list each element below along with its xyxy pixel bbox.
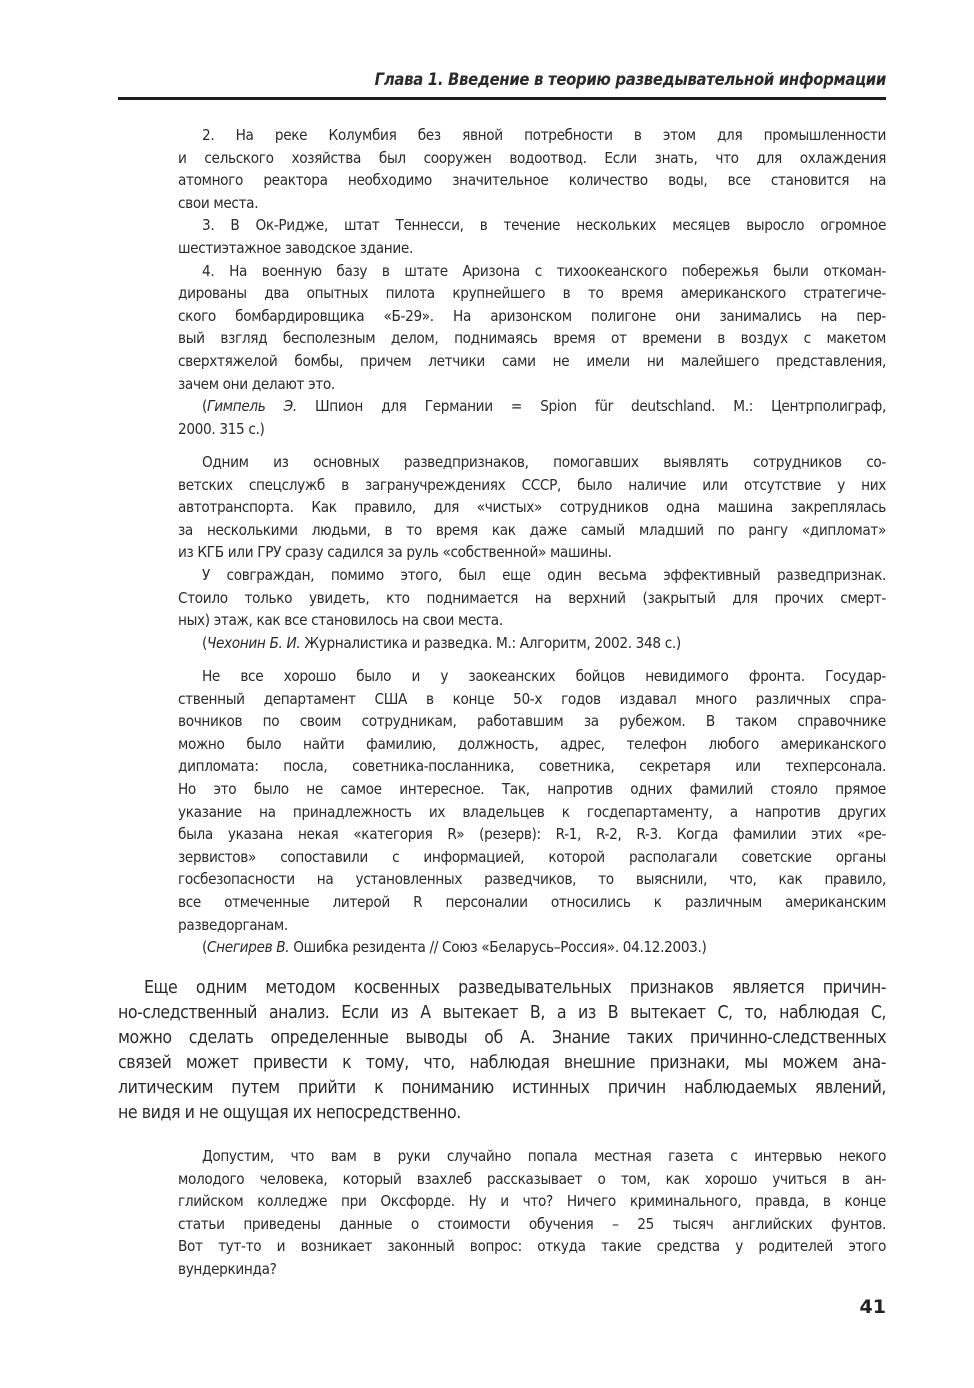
quote-block-2 [178, 451, 886, 654]
page-number: 41 [859, 1296, 886, 1318]
text-line: автотранспорта. Как правило, для «чистых» сотрудников одна машина закреплялась [178, 498, 886, 517]
text-line: Стоило только увидеть, кто поднимается на верхний (закрытый для прочих смерт- [178, 588, 886, 607]
text-line: 3. В Ок-Ридже, штат Теннесси, в течение нескольких месяцев выросло огромное [202, 216, 886, 235]
text-line: зачем они делают это. [178, 374, 335, 393]
text-line: ского бомбардировщика «Б-29». На аризонском полигоне они занимались на пер- [178, 306, 886, 325]
text-line: статьи приведены данные о стоимости обучения – 25 тысяч английских фунтов. [178, 1214, 886, 1233]
text-line: Но это было не самое интересное. Так, напротив одних фамилий стояло прямое [178, 779, 886, 798]
text-line: 4. На военную базу в штате Аризона с тихоокеанского побережья были откоман- [202, 261, 886, 280]
text-line: можно было найти фамилию, должность, адрес, телефон любого американского [178, 734, 886, 753]
text-line: 2. На реке Колумбия без явной потребности в этом для промышленности [202, 126, 886, 144]
text-line: связей может привести к тому, что, наблюдая внешние признаки, мы можем ана- [118, 1053, 886, 1073]
source-author: Снегирев В. [206, 938, 290, 957]
text-line: дипломата: посла, советника-посланника, советника, секретаря или техперсонала. [178, 757, 886, 776]
quote-block-1 [178, 124, 886, 440]
text-line: указание на принадлежность их владельцев к госдепартаменту, а напротив других [178, 802, 886, 821]
text-line: не видя и не ощущая их непосредственно. [118, 1103, 461, 1123]
text-line: разведорганам. [178, 915, 288, 934]
main-paragraph [118, 976, 886, 1126]
source-author: Гимпель Э. [206, 397, 297, 416]
text-line: ветских спецслужб в загранучреждениях СССР, было наличие или отсутствие у них [178, 475, 886, 494]
text-line: У совграждан, помимо этого, был еще один весьма эффективный разведпризнак. [202, 565, 886, 584]
text-line: была указана некая «категория R» (резерв): R-1, R-2, R-3. Когда фамилии этих «ре- [178, 825, 886, 844]
text-line: Еще одним методом косвенных разведывательных признаков является причин- [144, 978, 886, 998]
quote-block-4 [178, 1145, 886, 1281]
text-line: сверхтяжелой бомбы, причем летчики сами не имели ни малейшего представления, [178, 351, 886, 370]
text-line: за несколькими людьми, в то время как даже самый младший по рангу «дипломат» [178, 520, 886, 539]
text-line: все отмеченные литерой R персоналии относились к различным американским [178, 892, 886, 911]
text-line: зервистов» сопоставили с информацией, которой располагали советские органы [178, 847, 886, 866]
text-line: литическим путем прийти к пониманию истинных причин наблюдаемых явлений, [118, 1078, 886, 1098]
text-line: но-следственный анализ. Если из А вытекает В, а из В вытекает С, то, наблюдая С, [118, 1003, 886, 1023]
text-line: молодого человека, который взахлеб рассказывает о том, как хорошо учиться в ан- [178, 1169, 886, 1188]
source-citation: (Снегирев В. Ошибка резидента // Союз «Беларусь–Россия». 04.12.2003.) [202, 938, 707, 957]
text-line: можно сделать определенные выводы об А. Знание таких причинно-следственных [118, 1028, 886, 1048]
source-citation: (Гимпель Э. Шпион для Германии = Spion für deutschland. М.: Центрполиграф, [202, 397, 886, 416]
source-citation-cont: 2000. 315 с.) [178, 419, 265, 438]
text-line: глийском колледже при Оксфорде. Ну и что? Ничего криминального, правда, в конце [178, 1192, 886, 1211]
text-line: вый взгляд бесполезным делом, поднимаясь время от времени в воздух с макетом [178, 329, 886, 348]
text-line: свои места. [178, 193, 259, 212]
text-line: и сельского хозяйства был сооружен водоотвод. Если знать, что для охлаждения [178, 148, 886, 167]
text-line: из КГБ или ГРУ сразу садился за руль «собственной» машины. [178, 543, 612, 562]
text-line: дированы два опытных пилота крупнейшего в то время американского стратегиче- [178, 284, 886, 303]
quote-block-3 [178, 665, 886, 959]
text-line: Одним из основных разведпризнаков, помогавших выявлять сотрудников со- [202, 453, 886, 471]
source-citation: (Чехонин Б. И. Журналистика и разведка. М.: Алгоритм, 2002. 348 с.) [202, 633, 681, 652]
text-line: вочников по своим сотрудникам, работавшим за рубежом. В таком справочнике [178, 712, 886, 731]
text-line: шестиэтажное заводское здание. [178, 238, 413, 257]
text-line: Вот тут-то и возникает законный вопрос: откуда такие средства у родителей этого [178, 1237, 886, 1256]
header-rule [118, 97, 886, 100]
text-line: вундеркинда? [178, 1259, 277, 1278]
text-line: ственный департамент США в конце 50-х годов издавал много различных спра- [178, 689, 886, 708]
text-line: госбезопасности на установленных разведчиков, то выяснили, что, как правило, [178, 870, 886, 889]
text-line: атомного реактора необходимо значительное количество воды, все становится на [178, 171, 886, 190]
running-header: Глава 1. Введение в теорию разведывательной информации [374, 70, 886, 89]
text-line: Допустим, что вам в руки случайно попала местная газета с интервью некого [202, 1147, 886, 1165]
text-line: ных) этаж, как все становилось на свои места. [178, 611, 503, 630]
source-author: Чехонин Б. И. [206, 633, 301, 652]
text-line: Не все хорошо было и у заокеанских бойцов невидимого фронта. Государ- [202, 667, 886, 685]
